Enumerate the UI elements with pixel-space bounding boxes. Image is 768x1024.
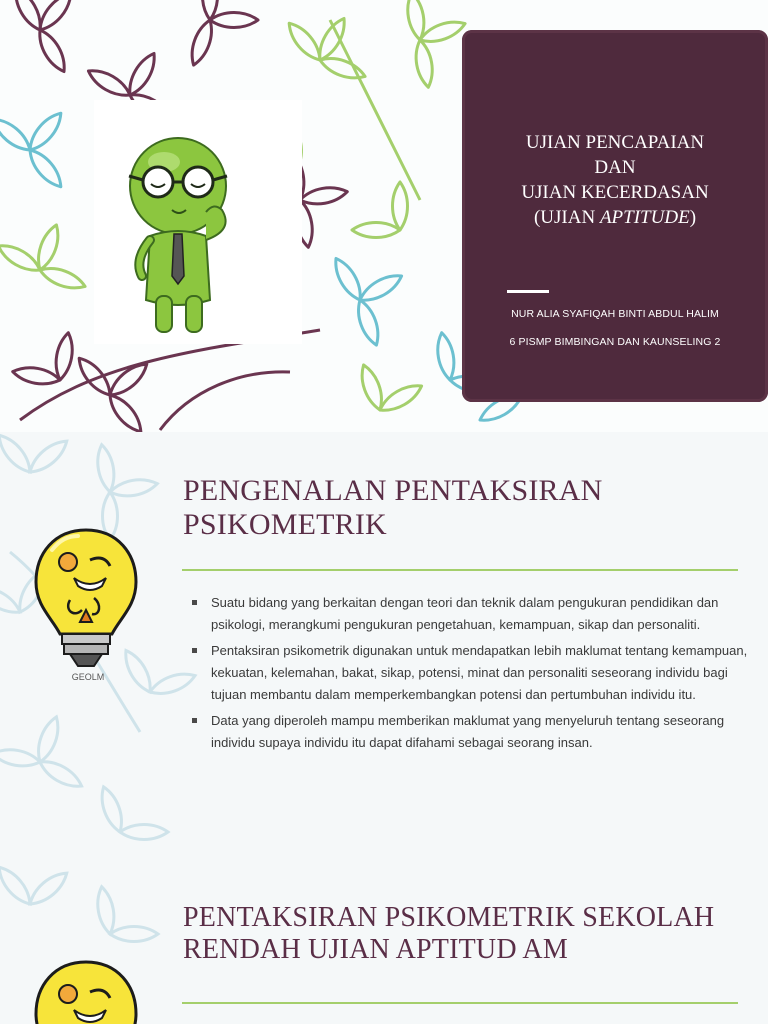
title-divider [507, 290, 549, 293]
title-line-3: UJIAN KECERDASAN [521, 182, 709, 203]
list-item [190, 640, 750, 706]
heading-line-2: PSIKOMETRIK [183, 508, 387, 541]
bullet-square-icon [192, 648, 197, 653]
aptitude-slide [0, 864, 768, 1024]
heading-line-1: PENTAKSIRAN PSIKOMETRIK SEKOLAH [183, 902, 715, 933]
green-character-illustration [94, 100, 302, 344]
bulb-label: GEOLM [71, 672, 105, 682]
bullet-square-icon [192, 718, 197, 723]
section-heading [183, 474, 603, 542]
title-line-4 [462, 205, 768, 230]
heading-underline [182, 1002, 738, 1004]
title-line-4-prefix: (UJIAN [533, 207, 600, 228]
bullet-text: Data yang diperoleh mampu memberikan maklumat yang menyeluruh tentang seseorang individu supaya individu itu dapat difahami sebagai seorang insan. [211, 713, 725, 750]
lightbulb-illustration [34, 958, 138, 1024]
list-item [190, 592, 750, 636]
class-name: 6 PISMP BIMBINGAN DAN KAUNSELING 2 [509, 336, 721, 348]
heading-line-1: PENGENALAN PENTAKSIRAN [183, 474, 603, 507]
title-line-4-italic: APTITUDE [599, 207, 690, 228]
title-line-4-suffix: ) [689, 207, 697, 228]
section-heading [183, 902, 714, 966]
bullet-list [190, 592, 750, 758]
presentation-title [462, 130, 768, 230]
title-line-2: DAN [594, 157, 636, 178]
character-card [94, 100, 302, 344]
heading-underline [182, 569, 738, 571]
author-name: NUR ALIA SYAFIQAH BINTI ABDUL HALIM [511, 308, 719, 320]
title-box [462, 30, 768, 402]
intro-slide [0, 432, 768, 864]
bullet-text: Suatu bidang yang berkaitan dengan teori dan teknik dalam pengukuran pendidikan dan psikologi, merangkumi pengukuran pengetahuan, kemampuan, sikap dan personaliti. [211, 595, 719, 632]
list-item [190, 710, 750, 754]
bullet-text: Pentaksiran psikometrik digunakan untuk mendapatkan lebih maklumat tentang kemampuan, kekuatan, kelemahan, bakat, sikap, potensi, minat dan personaliti seseorang individu bagi tujuan membantu dalam memperkembangkan potensi dan pertumbuhan individu itu. [211, 643, 748, 702]
title-line-1: UJIAN PENCAPAIAN [525, 132, 705, 153]
bullet-square-icon [192, 600, 197, 605]
lightbulb-illustration [34, 526, 138, 686]
title-slide [0, 0, 768, 432]
heading-line-2: RENDAH UJIAN APTITUD AM [183, 934, 568, 965]
